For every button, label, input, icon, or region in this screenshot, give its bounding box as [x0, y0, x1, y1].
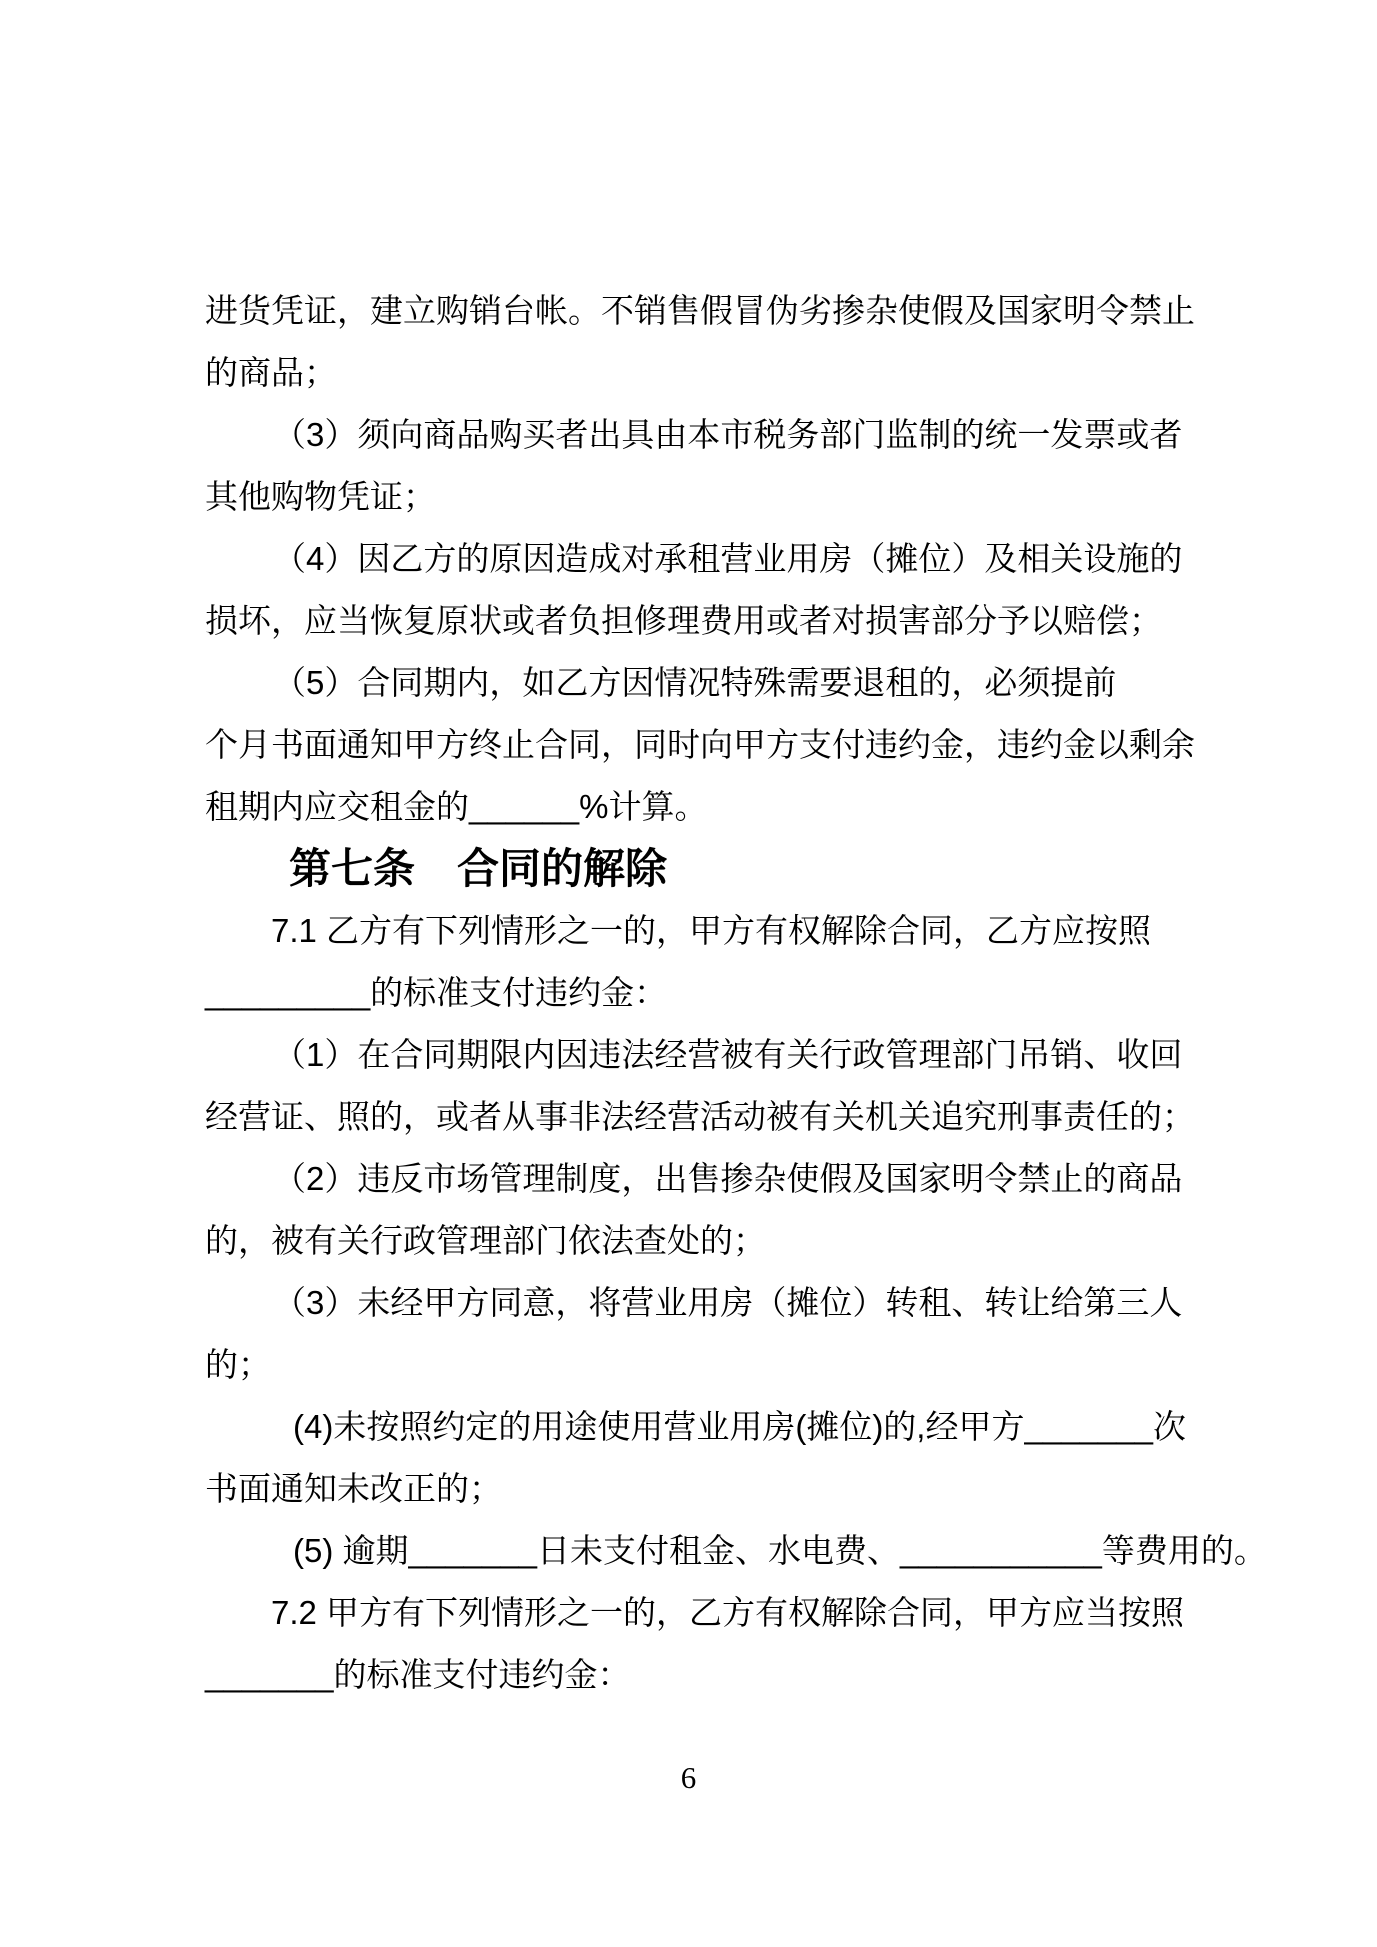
text-line: 的； — [205, 1346, 271, 1383]
text-line: 7.1 乙方有下列情形之一的，甲方有权解除合同，乙方应按照 — [271, 912, 1152, 949]
text-line: 的商品； — [205, 354, 337, 391]
contract-body — [205, 280, 1267, 1706]
text-line: 7.2 甲方有下列情形之一的，乙方有权解除合同，甲方应当按照 — [271, 1594, 1185, 1631]
page-number: 6 — [680, 1760, 697, 1795]
text-line: （5）合同期内，如乙方因情况特殊需要退租的，必须提前 — [273, 664, 1117, 701]
text-line: 租期内应交租金的______%计算。 — [205, 788, 708, 825]
text-line: _________的标准支付违约金： — [205, 974, 668, 1011]
text-line: （3）须向商品购买者出具由本市税务部门监制的统一发票或者 — [273, 416, 1183, 453]
text-line: 的，被有关行政管理部门依法查处的； — [205, 1222, 766, 1259]
section-heading: 第七条 合同的解除 — [289, 845, 668, 892]
text-line: _______的标准支付违约金： — [205, 1656, 631, 1693]
text-line: 个月书面通知甲方终止合同，同时向甲方支付违约金，违约金以剩余 — [205, 726, 1195, 763]
text-line: 其他购物凭证； — [205, 478, 436, 515]
text-line: 损坏，应当恢复原状或者负担修理费用或者对损害部分予以赔偿； — [205, 602, 1162, 639]
text-line: 经营证、照的，或者从事非法经营活动被有关机关追究刑事责任的； — [205, 1098, 1195, 1135]
text-line: (4)未按照约定的用途使用营业用房(摊位)的,经甲方_______次 — [293, 1408, 1186, 1445]
text-line: （3）未经甲方同意，将营业用房（摊位）转租、转让给第三人 — [273, 1284, 1183, 1321]
text-line: 进货凭证，建立购销台帐。不销售假冒伪劣掺杂使假及国家明令禁止 — [205, 292, 1195, 329]
text-line: 书面通知未改正的； — [205, 1470, 502, 1507]
text-line: （2）违反市场管理制度，出售掺杂使假及国家明令禁止的商品 — [273, 1160, 1183, 1197]
text-line: (5) 逾期_______日未支付租金、水电费、___________等费用的。 — [293, 1532, 1267, 1569]
text-line: （4）因乙方的原因造成对承租营业用房（摊位）及相关设施的 — [273, 540, 1183, 577]
text-line: （1）在合同期限内因违法经营被有关行政管理部门吊销、收回 — [273, 1036, 1183, 1073]
